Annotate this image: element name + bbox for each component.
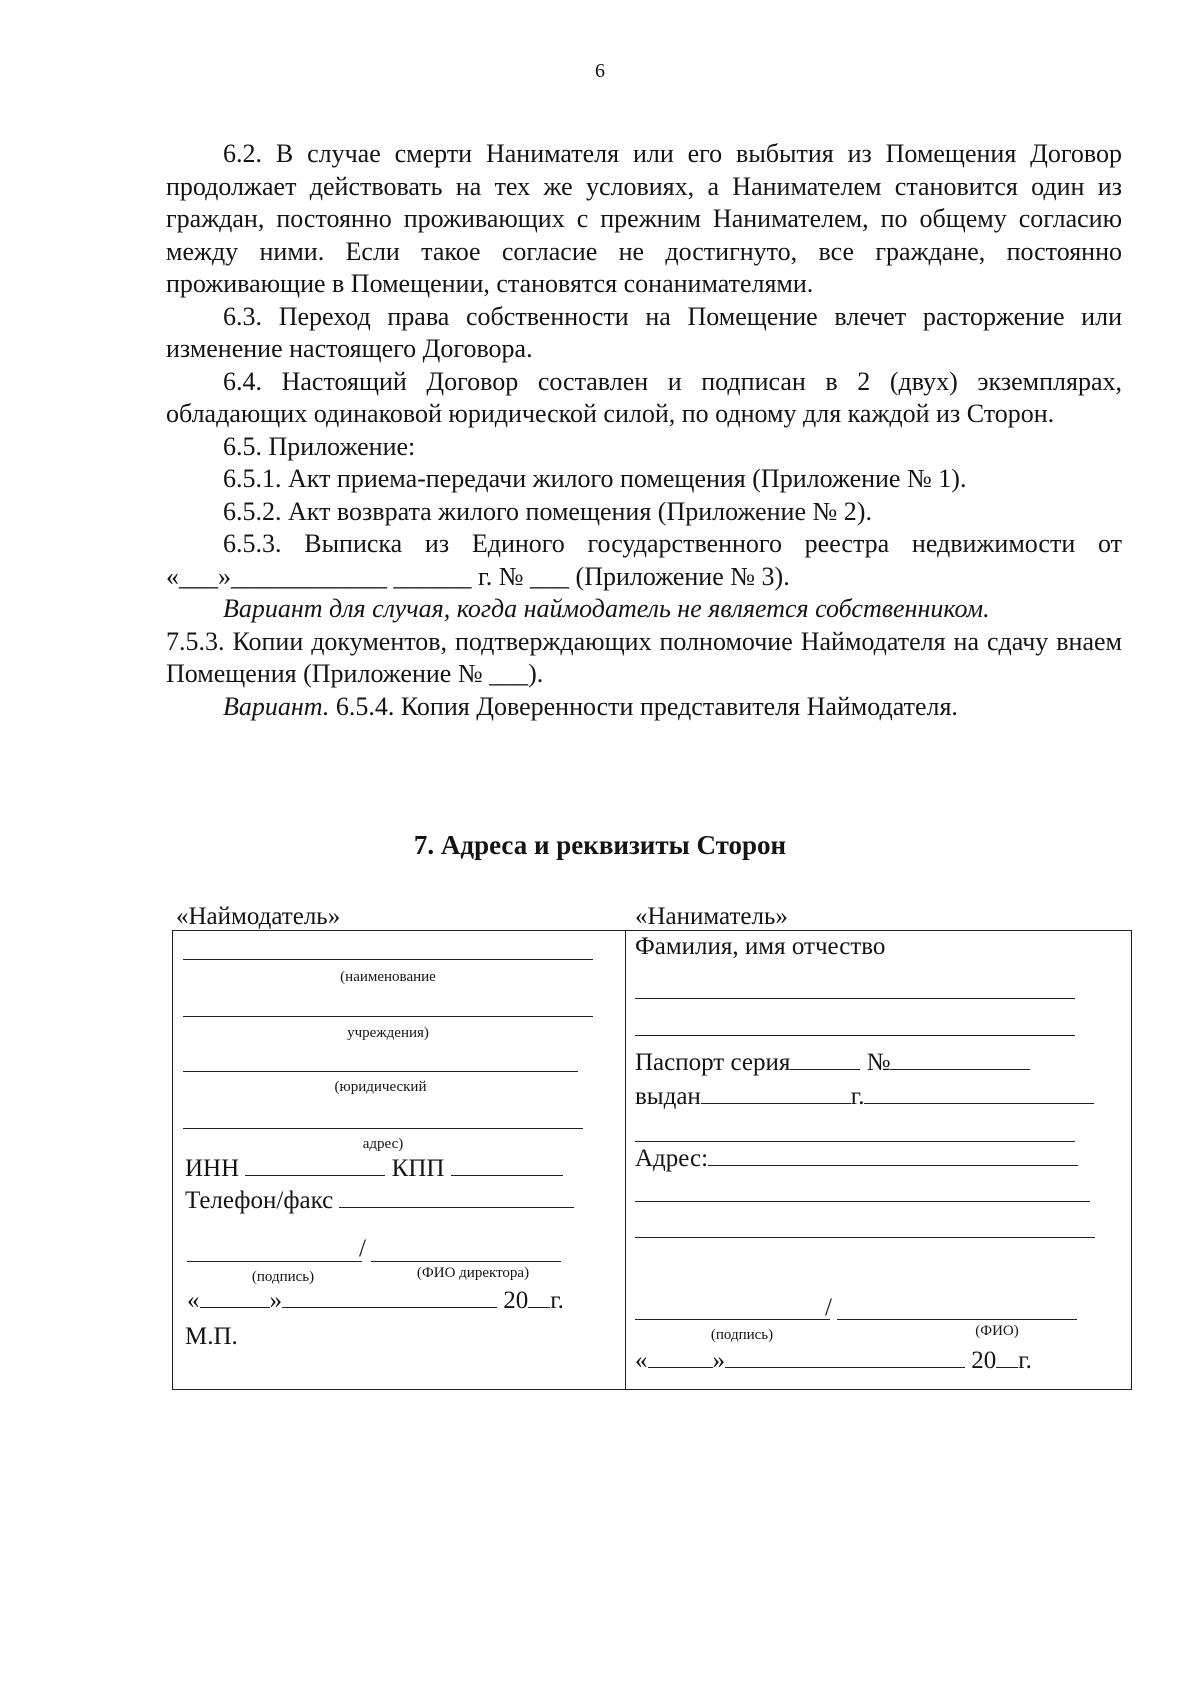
issued-date-field[interactable]: [864, 1083, 1094, 1104]
tenant-year-field[interactable]: [996, 1347, 1018, 1368]
page-number: 6: [595, 60, 605, 82]
issued-year-mark: г.: [850, 1083, 865, 1110]
phone-row: [185, 1187, 574, 1215]
landlord-name-line: [183, 959, 593, 960]
address-field-2[interactable]: [635, 1201, 1090, 1202]
tenant-date-open-quote: «: [635, 1347, 648, 1374]
address-label: Адрес:: [635, 1145, 709, 1172]
clause-6-4: 6.4. Настоящий Договор составлен и подписан в 2 (двух) экземплярах, обладающих одинаковой юридической силой, по одному для каждой из Сторон.: [166, 366, 1122, 428]
tenant-column: [627, 931, 1131, 1391]
clause-6-5-3: 6.5.3. Выписка из Единого государственного реестра недвижимости от «___»____________ ______ г. № ___ (Приложение № 3).: [166, 529, 1122, 591]
contract-body: [166, 138, 1122, 723]
phone-label: Телефон/факс: [185, 1187, 334, 1214]
tenant-signature-slash: /: [825, 1294, 832, 1321]
column-divider: [625, 931, 626, 1389]
issued-line-2[interactable]: [635, 1141, 1075, 1142]
clause-6-5-2: 6.5.2. Акт возврата жилого помещения (Приложение № 2).: [223, 496, 872, 526]
landlord-month-field[interactable]: [282, 1287, 497, 1308]
kpp-label: КПП: [391, 1155, 445, 1182]
tenant-day-field[interactable]: [648, 1347, 713, 1368]
landlord-date-row: [187, 1287, 564, 1315]
landlord-director-line[interactable]: [371, 1261, 561, 1262]
issued-label: выдан: [635, 1083, 701, 1110]
inn-row: [185, 1155, 563, 1183]
issued-field[interactable]: [701, 1083, 851, 1104]
section-title: 7. Адреса и реквизиты Сторон: [413, 830, 787, 860]
clause-6-5: 6.5. Приложение:: [223, 431, 416, 461]
clause-6-3: 6.3. Переход права собственности на Помещение влечет расторжение или изменение настоящего Договора.: [166, 301, 1122, 363]
tenant-signature-line[interactable]: [635, 1319, 830, 1320]
tenant-date-close-quote: »: [712, 1347, 725, 1374]
passport-number-sign: №: [866, 1049, 891, 1076]
tenant-date-row: [635, 1347, 1032, 1375]
landlord-signature-line[interactable]: [187, 1261, 362, 1262]
landlord-institution-line: [183, 1016, 593, 1017]
date-open-quote: «: [187, 1287, 200, 1314]
caption-signature: (подпись): [251, 1269, 315, 1285]
landlord-year-field[interactable]: [528, 1287, 550, 1308]
landlord-header: «Наймодатель»: [176, 903, 341, 930]
tenant-year-suffix: г.: [1018, 1347, 1032, 1374]
passport-row: [635, 1049, 1030, 1077]
caption-tenant-fio: (ФИО): [975, 1323, 1019, 1339]
caption-name: (наименование: [340, 969, 436, 985]
address-field-3[interactable]: [635, 1237, 1095, 1238]
caption-address: адрес): [362, 1136, 404, 1152]
tenant-month-field[interactable]: [725, 1347, 965, 1368]
variant-prefix: Вариант.: [223, 691, 330, 721]
address-row: [635, 1145, 1078, 1173]
passport-number-field[interactable]: [890, 1049, 1030, 1070]
fio-line-1[interactable]: [635, 998, 1075, 999]
fio-line-2[interactable]: [635, 1035, 1075, 1036]
tenant-year-text: 20: [971, 1347, 997, 1374]
caption-institution: учреждения): [347, 1025, 429, 1041]
caption-director: (ФИО директора): [416, 1265, 530, 1281]
kpp-field[interactable]: [451, 1155, 563, 1176]
passport-series-label: Паспорт серия: [635, 1049, 791, 1076]
stamp-label: М.П.: [185, 1323, 238, 1350]
landlord-year-suffix: г.: [550, 1287, 564, 1314]
landlord-year-text: 20: [503, 1287, 529, 1314]
clause-7-5-3: 7.5.3. Копии документов, подтверждающих полномочие Наймодателя на сдачу внаем Помещения (Приложение № ___).: [166, 626, 1122, 688]
caption-tenant-signature: (подпись): [710, 1327, 774, 1343]
phone-field[interactable]: [339, 1187, 574, 1208]
tenant-header: «Наниматель»: [635, 903, 788, 930]
landlord-column: [173, 931, 625, 1391]
address-field-1[interactable]: [708, 1145, 1078, 1166]
tenant-fio-line[interactable]: [837, 1319, 1077, 1320]
variant-note: Вариант для случая, когда наймодатель не является собственником.: [223, 594, 990, 623]
requisites-table: [172, 930, 1132, 1390]
clause-6-5-4: [166, 691, 1122, 724]
landlord-address-line: [183, 1128, 583, 1129]
clause-6-2: 6.2. В случае смерти Нанимателя или его выбытия из Помещения Договор продолжает действовать на тех же условиях, а Нанимателем становится один из граждан, постоянно проживающих с прежним Нанимателем, по общему согласию между ними. Если такое согласие не достигнуто, все граждане, постоянно проживающие в Помещении, становятся сонанимателями.: [166, 139, 1122, 298]
issued-row: [635, 1083, 1094, 1111]
inn-label: ИНН: [185, 1155, 240, 1182]
landlord-legal-line: [183, 1071, 578, 1072]
landlord-signature-slash: /: [359, 1235, 366, 1262]
caption-legal: (юридический: [334, 1079, 427, 1095]
date-close-quote: »: [269, 1287, 282, 1314]
passport-series-field[interactable]: [790, 1049, 860, 1070]
fio-label: Фамилия, имя отчество: [635, 933, 886, 960]
landlord-day-field[interactable]: [200, 1287, 270, 1308]
clause-6-5-4-text: 6.5.4. Копия Доверенности представителя Наймодателя.: [329, 691, 958, 721]
inn-field[interactable]: [245, 1155, 385, 1176]
clause-6-5-1: 6.5.1. Акт приема-передачи жилого помещения (Приложение № 1).: [223, 464, 967, 493]
